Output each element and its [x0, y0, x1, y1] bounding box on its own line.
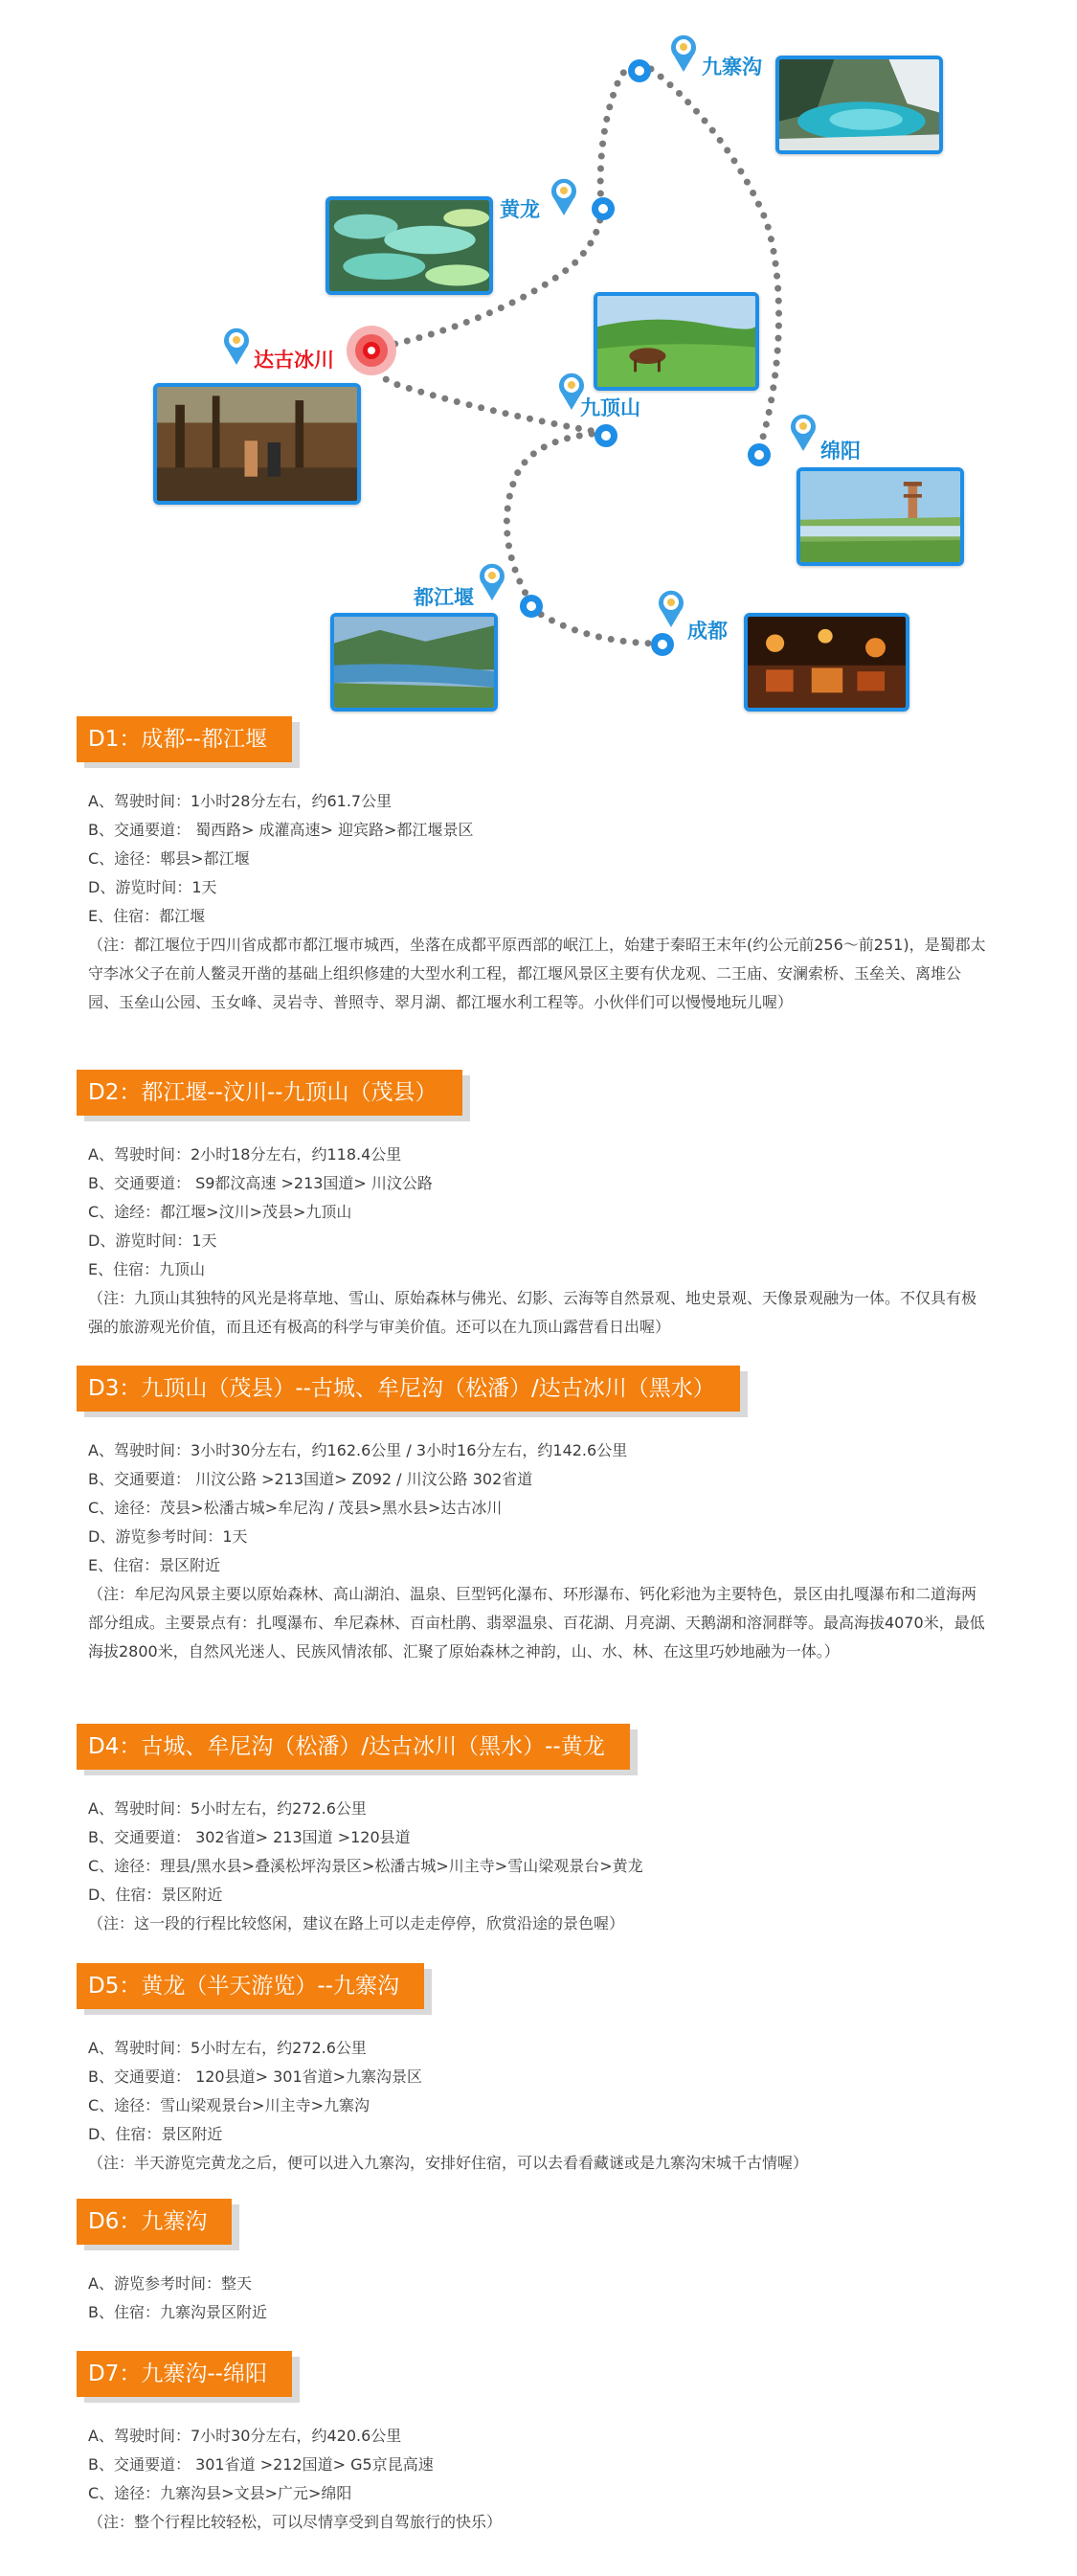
detail-line: A、驾驶时间：5小时左右，约272.6公里 — [88, 2039, 367, 2057]
jiuzhaigou-photo — [775, 56, 943, 154]
day-section — [77, 716, 996, 1011]
detail-line: E、住宿：九顶山 — [88, 1260, 206, 1278]
detail-line: A、驾驶时间：1小时28分左右，约61.7公里 — [88, 792, 393, 810]
day-title: D7：九寨沟--绵阳 — [77, 2351, 292, 2397]
city-label-dagu: 达古冰川 — [254, 349, 334, 372]
location-pin-icon — [476, 559, 508, 601]
huanglong-photo — [325, 196, 493, 295]
city-label-jiudingshan: 九顶山 — [580, 396, 640, 419]
location-pin-icon — [787, 410, 819, 452]
detail-line: A、驾驶时间：2小时18分左右，约118.4公里 — [88, 1145, 402, 1164]
day-note: （注：牟尼沟风景主要以原始森林、高山湖泊、温泉、巨型钙化瀑布、环形瀑布、钙化彩池为主要特色，景区由扎嘎瀑布和二道海两部分组成。主要景点有：扎嘎瀑布、牟尼森林、百亩杜鹃、翡翠温泉、百花湖、月亮湖、天鹅湖和溶洞群等。最高海拔4070米，最低海拔2800米，自然风光迷人、民族风情浓郁、汇聚了原始森林之神韵，山、水、林、在这里巧妙地融为一体。） — [88, 1585, 985, 1661]
day-title: D2：都江堰--汶川--九顶山（茂县） — [77, 1070, 462, 1116]
detail-line: B、交通要道： 301省道 >212国道> G5京昆高速 — [88, 2455, 434, 2474]
detail-line: C、途径：茂县>松潘古城>牟尼沟 / 茂县>黑水县>达古冰川 — [88, 1499, 503, 1517]
detail-line: C、途径：郫县>都江堰 — [88, 849, 250, 868]
detail-line: E、住宿：都江堰 — [88, 907, 206, 925]
day-section — [77, 1724, 996, 1932]
day-note: （注：整个行程比较轻松，可以尽情享受到自驾旅行的快乐） — [88, 2513, 503, 2531]
city-label-huanglong: 黄龙 — [500, 198, 540, 221]
route-map — [0, 0, 1077, 713]
location-pin-icon — [667, 31, 700, 73]
day-title: D4：古城、牟尼沟（松潘）/达古冰川（黑水）--黄龙 — [77, 1724, 630, 1770]
day-note: （注：都江堰位于四川省成都市都江堰市城西，坐落在成都平原西部的岷江上，始建于秦昭王末年(约公元前256～前251)，是蜀郡太守李冰父子在前人鳖灵开凿的基础上组织修建的大型水利工程，都江堰风景区主要有伏龙观、二王庙、安澜索桥、玉垒关、离堆公园、玉垒山公园、玉女峰、灵岩寺、普照寺、翠月湖、都江堰水利工程等。小伙伴们可以慢慢地玩儿喔） — [88, 936, 986, 1011]
day-title: D1：成都--都江堰 — [77, 716, 292, 762]
day-title: D5：黄龙（半天游览）--九寨沟 — [77, 1963, 424, 2009]
location-pin-icon — [548, 174, 580, 216]
detail-line: C、途径：理县/黑水县>叠溪松坪沟景区>松潘古城>川主寺>雪山梁观景台>黄龙 — [88, 1857, 643, 1875]
city-label-dujiangyan: 都江堰 — [414, 586, 474, 609]
detail-line: D、游览时间：1天 — [88, 1232, 217, 1250]
day-note: （注：这一段的行程比较悠闲，建议在路上可以走走停停，欣赏沿途的景色喔） — [88, 1914, 625, 1932]
detail-line: A、驾驶时间：5小时左右，约272.6公里 — [88, 1799, 367, 1818]
detail-line: D、住宿：景区附近 — [88, 2125, 223, 2143]
detail-line: A、游览参考时间：整天 — [88, 2274, 252, 2293]
detail-line: B、交通要道： 120县道> 301省道>九寨沟景区 — [88, 2068, 423, 2086]
detail-line: C、途经：都江堰>汶川>茂县>九顶山 — [88, 1203, 352, 1221]
detail-line: C、途径：雪山梁观景台>川主寺>九寨沟 — [88, 2096, 370, 2114]
day-section — [77, 1963, 996, 2172]
detail-line: E、住宿：景区附近 — [88, 1556, 221, 1574]
detail-line: A、驾驶时间：3小时30分左右，约162.6公里 / 3小时16分左右，约142.6公里 — [88, 1441, 628, 1459]
location-pin-icon — [220, 324, 253, 366]
detail-line: B、交通要道： 蜀西路> 成灌高速> 迎宾路>都江堰景区 — [88, 821, 474, 839]
day-title: D6：九寨沟 — [77, 2199, 232, 2245]
detail-line: D、住宿：景区附近 — [88, 1886, 223, 1904]
city-label-mianyang: 绵阳 — [820, 440, 861, 463]
detail-line: D、游览参考时间：1天 — [88, 1527, 248, 1546]
day-section — [77, 2199, 996, 2321]
day-section — [77, 1070, 996, 1336]
detail-line: B、交通要道： S9都汶高速 >213国道> 川汶公路 — [88, 1174, 433, 1192]
chengdu-photo — [744, 613, 909, 712]
day-section — [77, 1366, 996, 1661]
detail-line: D、游览时间：1天 — [88, 878, 217, 896]
detail-line: B、交通要道： 川汶公路 >213国道> Z092 / 川汶公路 302省道 — [88, 1470, 533, 1488]
dagu-glacier-photo — [153, 383, 361, 505]
dujiangyan-photo — [330, 613, 498, 712]
day-title: D3：九顶山（茂县）--古城、牟尼沟（松潘）/达古冰川（黑水） — [77, 1366, 740, 1412]
detail-line: C、途径：九寨沟县>文县>广元>绵阳 — [88, 2484, 352, 2502]
city-label-chengdu: 成都 — [687, 620, 728, 643]
jiudingshan-photo — [594, 292, 759, 391]
location-pin-icon — [655, 586, 687, 628]
day-note: （注：九顶山其独特的风光是将草地、雪山、原始森林与佛光、幻影、云海等自然景观、地史景观、天像景观融为一体。不仅具有极强的旅游观光价值，而且还有极高的科学与审美价值。还可以在九顶山露营看日出喔） — [88, 1289, 977, 1336]
day-section — [77, 2351, 996, 2531]
city-label-jiuzhaigou: 九寨沟 — [702, 56, 762, 79]
detail-line: B、住宿：九寨沟景区附近 — [88, 2303, 267, 2321]
day-note: （注：半天游览完黄龙之后，便可以进入九寨沟，安排好住宿，可以去看看藏谜或是九寨沟宋城千古情喔） — [88, 2154, 809, 2172]
detail-line: A、驾驶时间：7小时30分左右，约420.6公里 — [88, 2427, 402, 2445]
mianyang-photo — [797, 467, 964, 566]
detail-line: B、交通要道： 302省道> 213国道 >120县道 — [88, 1828, 411, 1846]
